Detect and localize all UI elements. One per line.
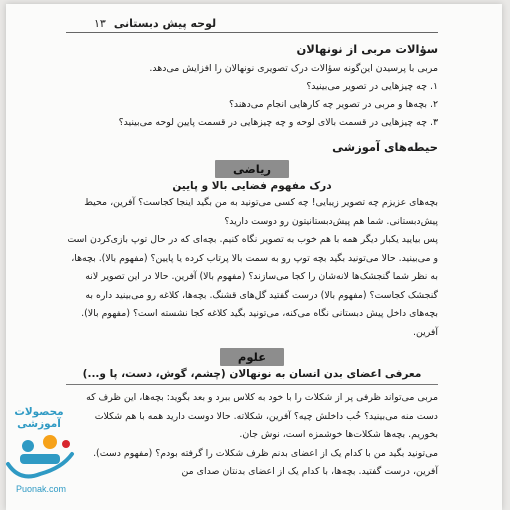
puonak-logo-icon — [0, 424, 82, 484]
header-title: لوحه پیش دبستانی — [113, 16, 217, 30]
question-1: ۱. چه چیزهایی در تصویر می‌بینید؟ — [306, 81, 438, 92]
math-paragraph-1: بچه‌های عزیزم چه تصویر زیبایی! چه کسی می‌تونید به من بگید اینجا کجاست؟ آفرین، محیط پیش‌دبستانی. شما هم پیش‌دبستانیتون رو دوست دارید؟ — [84, 197, 438, 227]
science-badge: علوم — [220, 348, 284, 366]
question-2: ۲. بچه‌ها و مربی در تصویر چه کارهایی انجام می‌دهند؟ — [228, 99, 438, 110]
science-paragraph-1: مربی می‌تواند ظرفی پر از شکلات را با خود به کلاس ببرد و بعد بگوید: بچه‌ها، این ظرف که دست منه می‌بینید؟ خُب داخلش چیه؟ آفرین، شکلاته. حالا دوست دارید همه با هم شکلات بخوریم. بچه‌ها شکلات‌ها خوشمزه است، نوش جان. — [86, 392, 438, 440]
page-header — [94, 14, 438, 32]
header-divider — [66, 32, 438, 33]
section-intro: مربی با پرسیدن این‌گونه سؤالات درک تصویری نونهالان را افزایش می‌دهد. — [149, 63, 438, 74]
math-subtitle: درک مفهوم فضایی بالا و پایین — [172, 180, 332, 192]
section-title: سؤالات مربی از نونهالان — [296, 42, 438, 56]
science-subtitle: معرفی اعضای بدن انسان به نونهالان (چشم، گوش، دست، پا و...) — [82, 368, 422, 380]
watermark-url: Puonak.com — [15, 484, 67, 494]
page-content — [66, 38, 438, 482]
watermark-tag: محصولات آموزشی — [14, 406, 64, 430]
areas-heading: حیطه‌های آموزشی — [332, 140, 438, 154]
math-paragraph-2: پس بیایید یکبار دیگر همه با هم خوب به تصویر نگاه کنیم. بچه‌ای که در حال توپ بازی‌کردن است و می‌بینید. حالا می‌تونید بگید بچه توپ رو به سمت بالا پرتاب کرده یا پایین؟ (مفهوم بالا). بچه‌ها، به نظر شما گنجشک‌ها لانه‌شان را کجا می‌سازند؟ (مفهوم بالا) آفرین. حالا در این تصویر لانه گنجشک کجاست؟ (مفهوم بالا) درست گفتید گل‌های قشنگ. بچه‌ها، کلاغه رو می‌بینید داره به بچه‌های داخل پیش دبستانی نگاه می‌کنه، می‌تونید بگید کلاغه کجا نشسته است؟ (مفهوم بالا). آفرین. — [67, 234, 438, 338]
page-number: ۱۳ — [94, 16, 106, 30]
question-3: ۳. چه چیزهایی در قسمت بالای لوحه و چه چیزهایی در قسمت پایین لوحه می‌بینید؟ — [118, 117, 438, 128]
math-badge: ریاضی — [215, 160, 289, 178]
science-paragraph-2: می‌تونید بگید من با کدام یک از اعضای بدنم ظرف شکلات را گرفته بودم؟ (مفهوم دست). آفرین، درست گفتید. بچه‌ها، با کدام یک از اعضای بدنتان صدای من — [93, 447, 438, 477]
science-divider — [66, 384, 438, 385]
